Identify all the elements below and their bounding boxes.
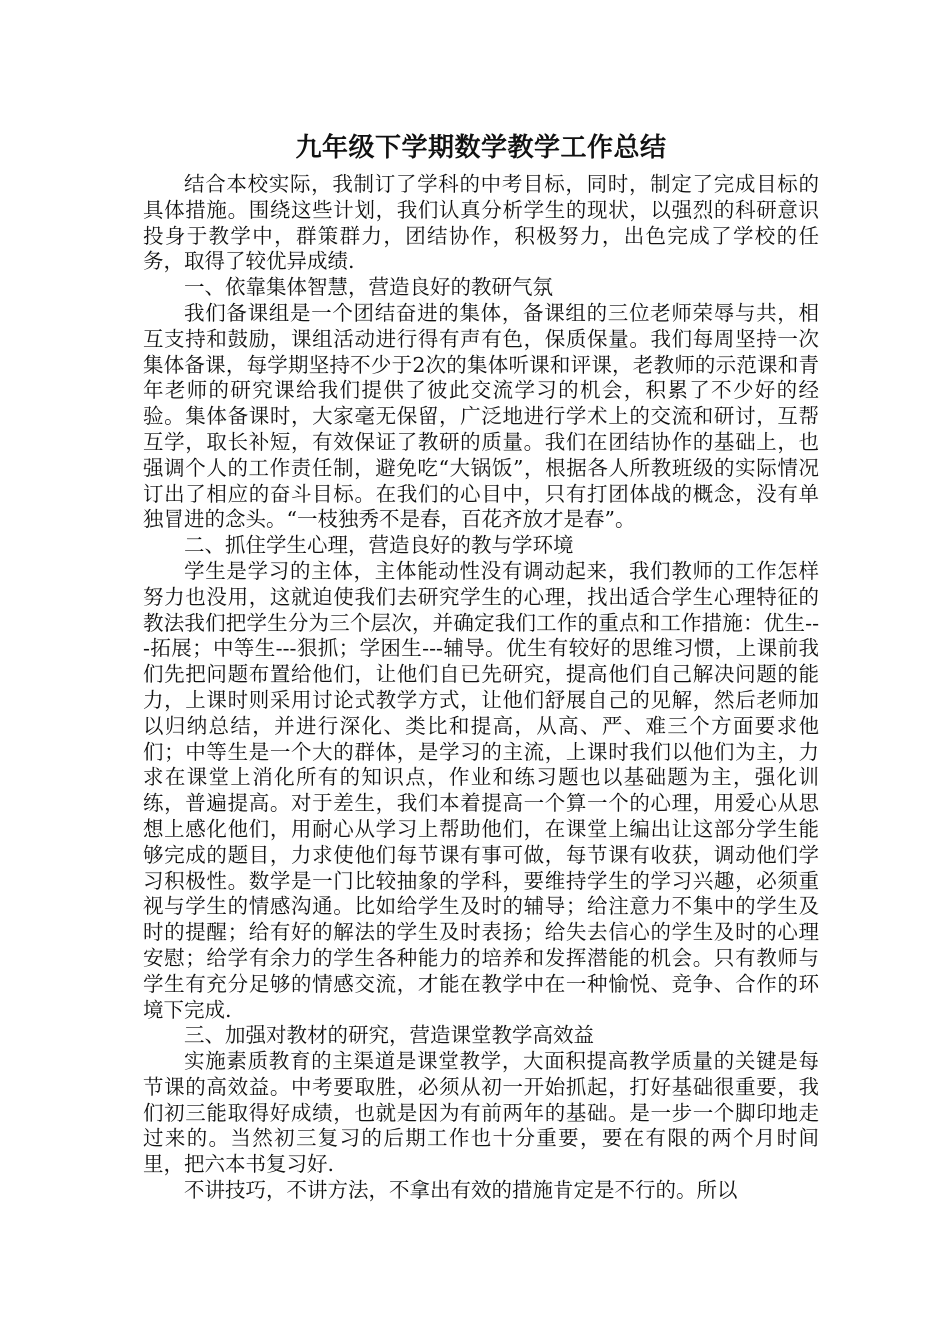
section-2-heading: 二、抓住学生心理，营造良好的教与学环境 (184, 533, 574, 558)
intro-paragraph: 结合本校实际，我制订了学科的中考目标，同时，制定了完成目标的具体措施。围绕这些计划，我们认真分析学生的现状，以强烈的科研意识投身于教学中，群策群力，团结协作，积极努力，出色完成了学校的任务，取得了较优异成绩. (143, 172, 819, 274)
section-3-paragraph-continued: 不讲技巧，不讲方法，不拿出有效的措施肯定是不行的。所以 (184, 1178, 738, 1203)
section-3-paragraph: 实施素质教育的主渠道是课堂教学，大面积提高教学质量的关键是每节课的高效益。中考要取胜，必须从初一开始抓起，打好基础很重要，我们初三能取得好成绩，也就是因为有前两年的基础。是一步一个脚印地走过来的。当然初三复习的后期工作也十分重要，要在有限的两个月时间里，把六本书复习好. (143, 1049, 819, 1177)
section-2-paragraph: 学生是学习的主体，主体能动性没有调动起来，我们教师的工作怎样努力也没用，这就迫使我们去研究学生的心理，找出适合学生心理特征的教法我们把学生分为三个层次，并确定我们工作的重点和工作措施：优生---拓展；中等生---狠抓；学困生---辅导。优生有较好的思维习惯，上课前我们先把问题布置给他们，让他们自已先研究，提高他们自己解决问题的能力，上课时则采用讨论式教学方式，让他们舒展自己的见解，然后老师加以归纳总结，并进行深化、类比和提高，从高、严、难三个方面要求他们；中等生是一个大的群体，是学习的主流，上课时我们以他们为主，力求在课堂上消化所有的知识点，作业和练习题也以基础题为主，强化训练，普遍提高。对于差生，我们本着提高一个算一个的心理，用爱心从思想上感化他们，用耐心从学习上帮助他们，在课堂上编出让这部分学生能够完成的题目，力求使他们每节课有事可做，每节课有收获，调动他们学习积极性。数学是一门比较抽象的学科，要维持学生的学习兴趣，必须重视与学生的情感沟通。比如给学生及时的辅导；给注意力不集中的学生及时的提醒；给有好的解法的学生及时表扬；给失去信心的学生及时的心理安慰；给学有余力的学生各种能力的培养和发挥潜能的机会。只有教师与学生有充分足够的情感交流，才能在教学中在一种愉悦、竞争、合作的环境下完成. (143, 558, 819, 1022)
section-1-paragraph: 我们备课组是一个团结奋进的集体，备课组的三位老师荣辱与共，相互支持和鼓励，课组活动进行得有声有色，保质保量。我们每周坚持一次集体备课，每学期坚持不少于2次的集体听课和评课，老教师的示范课和青年老师的研究课给我们提供了彼此交流学习的机会，积累了不少好的经验。集体备课时，大家毫无保留，广泛地进行学术上的交流和研讨，互帮互学，取长补短，有效保证了教研的质量。我们在团结协作的基础上，也强调个人的工作责任制，避免吃“大锅饭”，根据各人所教班级的实际情况订出了相应的奋斗目标。在我们的心目中，只有打团体战的概念，没有单独冒进的念头。“一枝独秀不是春，百花齐放才是春”。 (143, 300, 819, 532)
section-3-heading: 三、加强对教材的研究，营造课堂教学高效益 (184, 1023, 594, 1048)
document-title: 九年级下学期数学教学工作总结 (295, 133, 667, 163)
document-page (143, 130, 819, 1204)
section-1-heading: 一、依靠集体智慧，营造良好的教研气氛 (184, 275, 553, 300)
